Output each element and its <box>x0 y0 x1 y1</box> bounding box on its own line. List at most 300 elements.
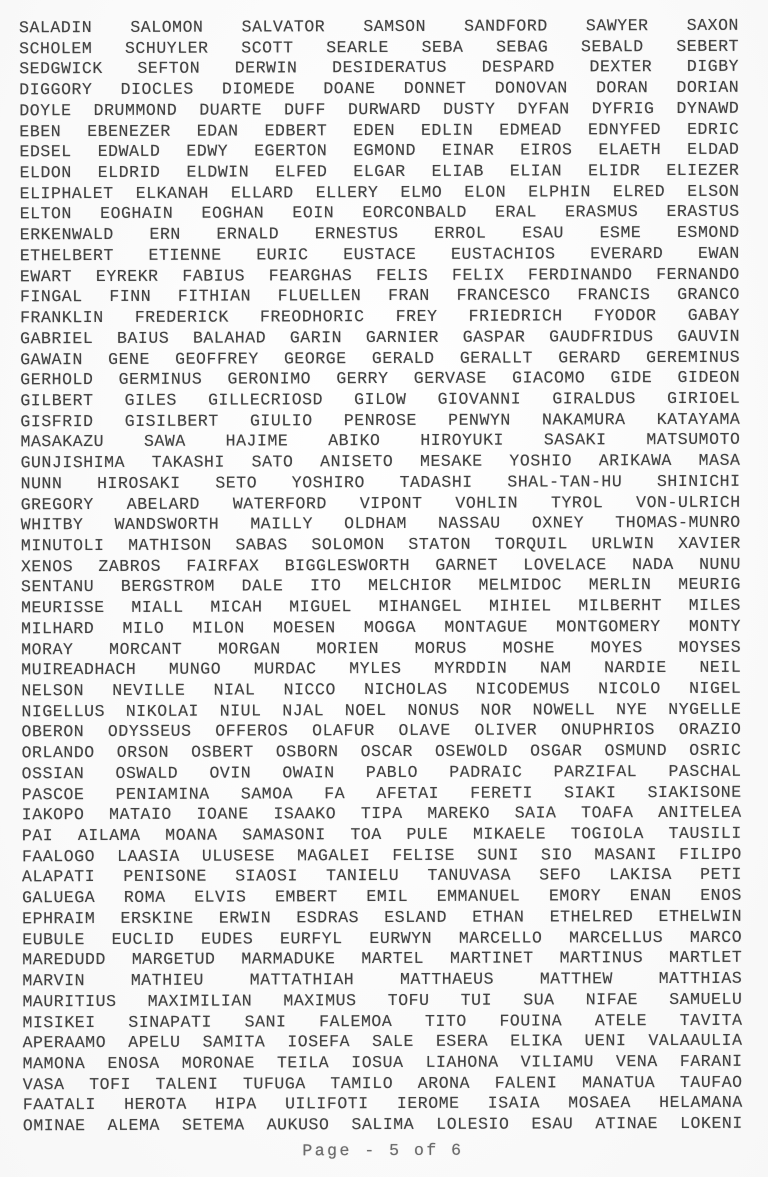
name-item: MOGGA <box>363 617 417 637</box>
name-item: LAASIA <box>117 846 180 866</box>
name-item: HEROTA <box>124 1095 187 1115</box>
name-item: MARMADUKE <box>241 949 336 969</box>
name-item: ERROL <box>434 223 487 243</box>
name-item: TOAFA <box>581 803 634 823</box>
name-item: FRIEDRICH <box>468 306 563 326</box>
name-item: OBERON <box>21 722 85 742</box>
name-item: MEURISSE <box>21 598 105 618</box>
name-item: GILES <box>124 390 177 410</box>
name-item: OSEWOLD <box>434 741 509 761</box>
name-item: SENTANU <box>20 577 95 597</box>
text-line <box>19 36 739 59</box>
name-item: GERALLT <box>459 347 534 368</box>
name-item: PAI <box>21 826 54 846</box>
name-item: OVIN <box>209 763 252 783</box>
name-item: GERALD <box>371 348 435 368</box>
name-item: FARANI <box>679 1051 743 1071</box>
name-item: ELIAB <box>431 161 484 181</box>
name-item: FYODOR <box>593 306 657 326</box>
name-item: GRANCO <box>677 285 740 305</box>
name-item: EURIC <box>256 245 309 265</box>
name-item: TAUFAO <box>679 1072 743 1092</box>
name-item: PENIAMINA <box>115 784 210 804</box>
name-item: PENISONE <box>123 867 208 887</box>
text-line <box>19 99 739 122</box>
page-footer: Page - 5 of 6 <box>302 1140 464 1161</box>
name-item: NEVILLE <box>112 680 186 700</box>
name-item: MATTHAEUS <box>399 969 495 989</box>
name-item: ABIKO <box>328 431 381 451</box>
name-item: LOKENI <box>680 1113 743 1134</box>
name-item: MILON <box>192 618 245 638</box>
name-item: DORIAN <box>676 77 740 98</box>
name-item: TEILA <box>276 1053 330 1073</box>
name-item: SAMASONI <box>242 825 326 845</box>
name-item: ELIAN <box>509 161 563 181</box>
name-item: MIKAELE <box>472 824 547 844</box>
name-item: SINAPATI <box>128 1012 213 1032</box>
name-item: TAMILO <box>330 1073 394 1093</box>
name-item: GASPAR <box>462 327 526 347</box>
name-item: GAUVIN <box>677 326 741 346</box>
name-item: PARZIFAL <box>553 761 638 782</box>
text-line <box>20 368 740 391</box>
name-item: MELCHIOR <box>368 576 452 596</box>
name-item: SAMITA <box>202 1032 266 1052</box>
name-item: ELIKA <box>510 1031 563 1051</box>
name-item: ALEMA <box>107 1115 160 1136</box>
name-item: NIGEL <box>689 678 742 698</box>
name-item: NICHOLAS <box>364 679 448 700</box>
text-line <box>19 78 739 101</box>
name-item: FREODHORIC <box>260 307 365 327</box>
text-line <box>20 244 740 267</box>
name-item: VIPONT <box>359 493 423 513</box>
name-item: VASA <box>22 1074 65 1094</box>
name-item: EUSTACE <box>343 244 417 265</box>
name-item: FILIPO <box>679 844 742 864</box>
name-item: SAMSON <box>363 16 427 37</box>
name-item: FITHIAN <box>177 286 252 307</box>
text-line <box>22 948 742 971</box>
text-line <box>20 306 740 329</box>
name-item: MORCANT <box>109 639 183 659</box>
name-item: ELIEZER <box>666 160 740 181</box>
text-line <box>22 990 742 1013</box>
name-item: AILAMA <box>77 825 141 846</box>
name-item: SAWA <box>143 432 186 452</box>
name-item: SAWYER <box>585 16 649 36</box>
name-item: HIROSAKI <box>97 473 181 493</box>
name-item: SANDFORD <box>464 16 548 36</box>
name-item: PETI <box>700 865 743 885</box>
name-item: ESERA <box>435 1031 489 1052</box>
name-item: SALVATOR <box>241 17 326 37</box>
name-item: SCOTT <box>241 38 294 58</box>
name-item: SANI <box>244 1011 287 1031</box>
name-item: GILLECRIOSD <box>208 390 324 410</box>
name-item: TAVITA <box>679 1010 743 1030</box>
name-item: AFETAI <box>376 783 440 803</box>
name-item: GENE <box>108 349 150 369</box>
name-item: MICAH <box>210 597 263 617</box>
name-item: MORAY <box>21 639 74 659</box>
text-line <box>22 1010 742 1033</box>
name-item: GIULIO <box>249 410 313 431</box>
name-item: MARVIN <box>22 971 86 991</box>
name-item: SASAKI <box>543 430 607 450</box>
name-item: FREY <box>395 306 438 327</box>
name-item: GERRY <box>336 369 389 389</box>
name-item: TAKASHI <box>151 452 225 472</box>
name-item: XENOS <box>20 556 74 576</box>
name-item: ELLARD <box>230 183 294 203</box>
name-item: GEREMINUS <box>646 347 741 367</box>
name-item: ESDRAS <box>296 907 360 928</box>
name-item: EDEN <box>353 120 396 140</box>
name-item: FRANCIS <box>577 285 651 305</box>
name-item: NUNN <box>20 473 63 494</box>
name-item: PASCHAL <box>668 761 742 781</box>
name-item: MARGETUD <box>131 949 216 970</box>
name-item: VOHLIN <box>455 493 519 513</box>
name-item: ELDON <box>19 163 72 183</box>
name-item: FAALOGO <box>21 846 96 867</box>
name-item: EMIL <box>366 887 409 907</box>
name-item: MOANA <box>165 825 218 845</box>
name-item: GIDEON <box>677 367 741 388</box>
name-item: EDWY <box>186 141 229 161</box>
name-item: ELSON <box>687 181 740 201</box>
name-item: ELAETH <box>598 140 662 160</box>
name-item: MIHIEL <box>488 596 552 616</box>
name-item: FRANCESCO <box>456 285 551 306</box>
text-line <box>23 1093 743 1116</box>
name-item: OSGAR <box>530 741 583 761</box>
name-item: NEIL <box>699 658 742 678</box>
name-item: EDMEAD <box>499 119 563 140</box>
name-item: MASAKAZU <box>20 432 105 452</box>
name-item: ARIKAWA <box>598 451 673 471</box>
name-item: KATAYAMA <box>656 409 741 429</box>
name-item: ONUPHRIOS <box>560 720 656 740</box>
name-item: NICODEMUS <box>475 679 570 699</box>
name-item: LAKISA <box>609 865 673 885</box>
name-item: MATSUMOTO <box>646 430 741 450</box>
text-line <box>20 161 740 184</box>
text-line <box>21 575 741 598</box>
name-item: FALENI <box>494 1073 558 1093</box>
name-item: ESLAND <box>384 907 448 927</box>
name-item: BAIUS <box>116 328 170 348</box>
name-item: MORGAN <box>217 638 281 659</box>
name-item: EUCLID <box>111 929 175 949</box>
name-item: GEORGE <box>283 348 347 368</box>
name-item: DIOCLES <box>120 79 194 100</box>
name-item: SAXON <box>686 15 740 35</box>
name-item: GIACOMO <box>512 368 586 388</box>
name-item: GABRIEL <box>20 328 94 349</box>
name-item: MERLIN <box>588 575 652 595</box>
name-item: ISAIA <box>487 1093 541 1114</box>
text-line <box>22 886 742 909</box>
name-item: MATTHEW <box>539 969 614 989</box>
name-item: GUNJISHIMA <box>20 452 126 473</box>
name-item: DOANE <box>323 79 376 99</box>
name-item: OSCAR <box>360 742 413 762</box>
name-item: TYROL <box>550 492 604 512</box>
name-item: UENI <box>584 1031 627 1051</box>
name-item: FAATALI <box>22 1095 97 1115</box>
name-item: DESIDERATUS <box>332 58 448 78</box>
text-line <box>19 57 739 80</box>
name-item: IAKOPO <box>21 805 85 825</box>
name-item: FALEMOA <box>319 1011 393 1031</box>
name-item: GALUEGA <box>22 888 96 908</box>
name-item: FA <box>324 783 346 803</box>
text-line <box>23 1072 743 1095</box>
name-item: DYFRIG <box>591 98 655 119</box>
text-line <box>20 202 740 225</box>
name-item: MILO <box>122 618 165 638</box>
name-item: MARCELLO <box>458 928 543 948</box>
name-item: APELU <box>128 1032 181 1053</box>
name-item: ORLANDO <box>21 743 95 763</box>
name-item: NIFAE <box>585 989 639 1010</box>
name-item: DOYLE <box>19 100 72 121</box>
name-item: ESAU <box>531 1114 574 1134</box>
text-line <box>19 16 739 39</box>
name-item: ARONA <box>417 1073 471 1093</box>
name-item: PENROSE <box>343 410 418 430</box>
name-item: EDLIN <box>420 120 474 140</box>
name-item: MELMIDOC <box>478 575 563 596</box>
name-item: IOSEFA <box>287 1032 351 1052</box>
text-line <box>22 844 742 867</box>
name-item: FERETI <box>470 783 534 803</box>
name-item: FELIX <box>451 265 505 285</box>
name-item: EGERTON <box>254 141 328 161</box>
name-item: ANISETO <box>320 452 394 472</box>
text-line <box>21 513 741 536</box>
name-item: SIO <box>540 845 573 865</box>
name-item: OFFEROS <box>215 721 289 742</box>
name-item: TITO <box>424 1011 467 1031</box>
name-item: MORONAE <box>181 1053 255 1073</box>
name-item: NONUS <box>407 700 460 720</box>
name-item: TANUVASA <box>427 866 512 886</box>
name-item: ANITELEA <box>658 803 742 823</box>
name-item: ELDWIN <box>186 162 250 182</box>
text-line <box>21 534 741 557</box>
name-item: TOGIOLA <box>570 824 644 844</box>
name-item: SEBALD <box>580 36 644 57</box>
name-item: ELVIS <box>194 887 247 907</box>
name-item: EVERARD <box>590 243 664 264</box>
name-item: ELIDR <box>588 161 641 181</box>
name-item: NOWELL <box>532 699 596 720</box>
name-item: FINGAL <box>19 287 83 307</box>
name-item: WHITBY <box>20 515 84 535</box>
name-item: MUIREADHACH <box>21 660 137 680</box>
name-item: GARIN <box>289 327 343 348</box>
name-item: ELFED <box>275 162 328 182</box>
name-item: MYLES <box>349 659 402 679</box>
name-item: TUFUGA <box>243 1073 306 1094</box>
name-item: EIROS <box>520 140 573 160</box>
name-item: DYNAWD <box>676 98 740 118</box>
name-item: EYREKR <box>95 266 159 286</box>
name-item: MARTINET <box>449 948 534 969</box>
name-item: EBEN <box>19 121 62 141</box>
name-item: HELAMANA <box>659 1093 743 1113</box>
name-item: ELTON <box>19 204 72 224</box>
name-item: ELPHIN <box>528 182 591 202</box>
name-item: EOGHAIN <box>100 204 174 224</box>
name-item: SIAKI <box>564 782 617 802</box>
name-item: EDNYFED <box>587 119 662 139</box>
name-item: NOEL <box>344 700 387 720</box>
name-item: SATO <box>251 452 294 472</box>
name-item: MAILLY <box>250 514 314 534</box>
name-item: ELLERY <box>315 182 379 202</box>
name-item: ELDRID <box>97 162 161 183</box>
name-item: MOYSES <box>678 637 742 657</box>
name-item: STATON <box>408 534 472 554</box>
text-line <box>21 596 741 619</box>
name-item: ERASTUS <box>666 202 740 222</box>
name-item: DERWIN <box>234 58 298 78</box>
name-item: NIGELLUS <box>21 701 106 721</box>
name-item: MOSAEA <box>568 1093 631 1113</box>
name-item: DIGGORY <box>19 80 93 100</box>
name-item: MURDAC <box>253 659 317 679</box>
name-item: EINAR <box>441 140 495 161</box>
name-item: OLIVER <box>474 720 538 741</box>
name-item: GISFRID <box>20 411 94 431</box>
name-item: MATTATHIAH <box>249 970 355 990</box>
text-line <box>21 679 741 702</box>
name-item: GILOW <box>354 389 407 410</box>
name-item: MISIKEI <box>22 1012 96 1032</box>
text-line <box>22 824 742 847</box>
name-item: ELGAR <box>353 161 406 182</box>
name-item: ABELARD <box>126 494 200 514</box>
name-item: TIPA <box>360 804 403 824</box>
name-item: OXNEY <box>531 513 585 533</box>
name-item: MATTHIAS <box>658 968 743 989</box>
name-item: SOLOMON <box>311 534 385 555</box>
name-item: GERARD <box>558 347 621 367</box>
name-item: GARNET <box>435 555 499 575</box>
name-item: EUBULE <box>22 929 85 949</box>
name-item: MARCO <box>689 927 743 947</box>
name-item: NYE <box>616 699 648 719</box>
name-item: ROMA <box>123 887 166 908</box>
name-item: EDAN <box>196 121 239 141</box>
name-item: OLAVE <box>398 721 451 741</box>
name-item: SAIA <box>514 803 557 823</box>
name-item: MAXIMILIAN <box>147 991 253 1011</box>
name-item: MOESEN <box>272 618 336 638</box>
name-item: OSBORN <box>275 742 339 762</box>
name-item: FREDERICK <box>134 307 229 327</box>
name-item: PADRAIC <box>449 762 523 782</box>
text-line <box>22 803 742 826</box>
text-line <box>20 409 740 432</box>
name-item: MAREKO <box>427 803 491 824</box>
name-item: EBENEZER <box>87 121 171 141</box>
name-item: SHINICHI <box>656 471 741 491</box>
text-line <box>21 699 741 722</box>
name-item: ODYSSEUS <box>107 722 192 742</box>
name-item: ETHAN <box>472 907 525 927</box>
name-item: MILES <box>688 595 742 616</box>
name-item: FERNANDO <box>656 264 740 284</box>
name-item: HAJIME <box>225 431 289 451</box>
name-item: NUNU <box>699 554 741 574</box>
name-item: MONTAGUE <box>444 617 528 637</box>
text-line <box>22 927 742 950</box>
text-line <box>21 658 741 681</box>
name-item: DRUMMOND <box>93 100 178 120</box>
name-item: MATHISON <box>128 535 212 555</box>
name-item: IOANE <box>196 804 249 824</box>
name-item: NIAL <box>213 680 256 700</box>
name-item: XAVIER <box>678 533 741 553</box>
name-item: SEBAG <box>496 37 549 57</box>
name-item: SALE <box>372 1032 414 1052</box>
name-item: NARDIE <box>604 658 667 678</box>
name-item: SALADIN <box>19 18 93 38</box>
name-item: EOGHAN <box>201 203 265 224</box>
name-item: SALOMON <box>130 17 204 37</box>
name-item: TAUSILI <box>668 823 742 844</box>
name-item: DALE <box>241 576 284 596</box>
name-item: IOSUA <box>351 1052 404 1073</box>
name-item: MYRDDIN <box>434 658 508 679</box>
name-item: TOA <box>350 825 382 845</box>
name-item: DIOMEDE <box>221 79 296 99</box>
name-item: ETHELBERT <box>19 245 114 266</box>
name-item: SUNI <box>477 845 519 865</box>
name-item: GILBERT <box>20 390 94 411</box>
name-item: PABLO <box>365 762 419 782</box>
name-item: GABAY <box>687 305 741 325</box>
name-item: LIAHONA <box>425 1052 499 1072</box>
name-item: EMORY <box>548 886 602 906</box>
name-item: BIGGLESWORTH <box>284 555 411 576</box>
name-item: FRAN <box>388 286 430 306</box>
text-line <box>21 451 741 474</box>
name-item: TORQUIL <box>494 534 568 554</box>
name-item: EWAN <box>697 243 740 263</box>
text-line <box>19 140 739 163</box>
name-item: MAURITIUS <box>22 991 117 1012</box>
name-item: ESMOND <box>676 222 740 243</box>
text-line <box>22 907 742 930</box>
name-item: MILBERHT <box>578 596 663 616</box>
name-item: TADASHI <box>399 472 473 492</box>
name-item: EMBERT <box>275 887 338 907</box>
name-item: NIUL <box>219 701 262 721</box>
name-item: EUDES <box>201 929 254 949</box>
name-item: SETEMA <box>181 1115 245 1135</box>
name-item: FINN <box>109 287 152 307</box>
text-line <box>20 430 740 453</box>
name-item: SEBERT <box>676 36 740 56</box>
name-item: VON-ULRICH <box>636 492 741 512</box>
